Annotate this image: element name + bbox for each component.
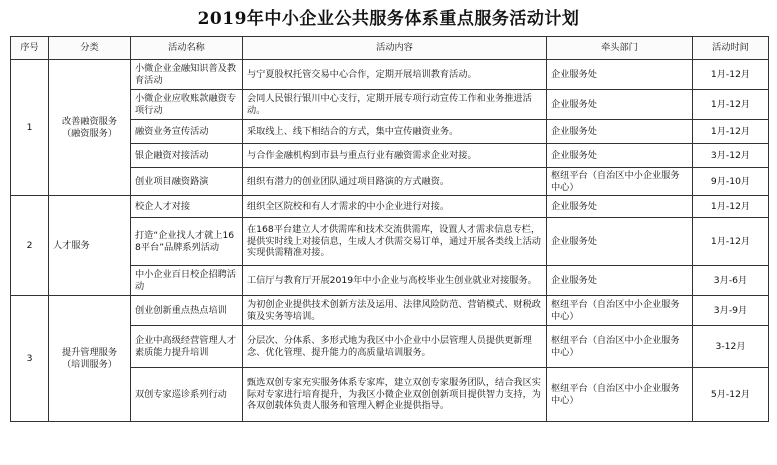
activity-name: 双创专家巡诊系列行动: [131, 368, 243, 422]
lead-department: 枢纽平台（自治区中小企业服务中心）: [547, 296, 693, 326]
activity-time: 1月-12月: [693, 60, 769, 90]
activity-name: 小微企业金融知识普及教育活动: [131, 60, 243, 90]
lead-department: 企业服务处: [547, 60, 693, 90]
activity-content: 会同人民银行银川中心支行，定期开展专项行动宣传工作和业务推进活动。: [243, 90, 547, 120]
header-activity-name: 活动名称: [131, 37, 243, 60]
table-header-row: [11, 37, 769, 60]
activity-name: 创业项目融资路演: [131, 168, 243, 196]
activity-content: 与合作金融机构到市县与重点行业有融资需求企业对接。: [243, 144, 547, 168]
activity-content: 为初创企业提供技术创新方法及运用、法律风险防范、营销模式、财税政策及实务等培训。: [243, 296, 547, 326]
table-row: [11, 60, 769, 90]
activity-content: 组织有潜力的创业团队通过项目路演的方式融资。: [243, 168, 547, 196]
activity-name: 银企融资对接活动: [131, 144, 243, 168]
activity-name: 企业中高级经营管理人才素质能力提升培训: [131, 326, 243, 368]
activity-content: 组织全区院校和有人才需求的中小企业进行对接。: [243, 196, 547, 218]
activity-name: 融资业务宣传活动: [131, 120, 243, 144]
header-activity-content: 活动内容: [243, 37, 547, 60]
activity-content: 工信厅与教育厅开展2019年中小企业与高校毕业生创业就业对接服务。: [243, 266, 547, 296]
activity-time: 3月-12月: [693, 144, 769, 168]
lead-department: 枢纽平台（自治区中小企业服务中心）: [547, 326, 693, 368]
group-number: 2: [11, 196, 49, 296]
activity-name: 校企人才对接: [131, 196, 243, 218]
group-category: 改善融资服务（融资服务）: [49, 60, 131, 196]
activity-time: 1月-12月: [693, 90, 769, 120]
activity-time: 1月-12月: [693, 218, 769, 266]
activity-content: 采取线上、线下相结合的方式，集中宣传融资业务。: [243, 120, 547, 144]
lead-department: 企业服务处: [547, 218, 693, 266]
table-row: [11, 296, 769, 326]
activity-time: 3月-9月: [693, 296, 769, 326]
group-number: 1: [11, 60, 49, 196]
activity-name: 中小企业百日校企招聘活动: [131, 266, 243, 296]
activity-time: 1月-12月: [693, 120, 769, 144]
group-number: 3: [11, 296, 49, 422]
activity-plan-table: [10, 36, 769, 422]
header-category: 分类: [49, 37, 131, 60]
activity-name: 打造“企业找人才就上168平台”品牌系列活动: [131, 218, 243, 266]
lead-department: 企业服务处: [547, 90, 693, 120]
lead-department: 枢纽平台（自治区中小企业服务中心）: [547, 168, 693, 196]
activity-time: 3月-6月: [693, 266, 769, 296]
activity-time: 1月-12月: [693, 196, 769, 218]
header-no: 序号: [11, 37, 49, 60]
header-lead-department: 牵头部门: [547, 37, 693, 60]
activity-name: 创业创新重点热点培训: [131, 296, 243, 326]
lead-department: 企业服务处: [547, 120, 693, 144]
activity-content: 在168平台建立人才供需库和技术交流供需库，设置人才需求信息专栏，提供实时线上对接信息，生成人才供需交易订单，通过开展各类线上活动实现供需精准对接。: [243, 218, 547, 266]
lead-department: 企业服务处: [547, 266, 693, 296]
activity-time: 3-12月: [693, 326, 769, 368]
header-activity-time: 活动时间: [693, 37, 769, 60]
activity-time: 5月-12月: [693, 368, 769, 422]
activity-time: 9月-10月: [693, 168, 769, 196]
document-title: 2019年中小企业公共服务体系重点服务活动计划: [197, 9, 580, 29]
group-category: 人才服务: [49, 196, 131, 296]
activity-content: 甄选双创专家充实服务体系专家库，建立双创专家服务团队，结合我区实际对专家进行培育提升，为我区小微企业双创创新项目提供智力支持，为各双创载体负责人服务和管理入孵企业提供指导。: [243, 368, 547, 422]
lead-department: 企业服务处: [547, 144, 693, 168]
group-category: 提升管理服务（培训服务）: [49, 296, 131, 422]
lead-department: 枢纽平台（自治区中小企业服务中心）: [547, 368, 693, 422]
activity-content: 分层次、分体系、多形式地为我区中小企业中小层管理人员提供更新理念、优化管理、提升能力的高质量培训服务。: [243, 326, 547, 368]
lead-department: 企业服务处: [547, 196, 693, 218]
activity-content: 与宁夏股权托管交易中心合作，定期开展培训教育活动。: [243, 60, 547, 90]
table-row: [11, 196, 769, 218]
activity-name: 小微企业应收账款融资专项行动: [131, 90, 243, 120]
